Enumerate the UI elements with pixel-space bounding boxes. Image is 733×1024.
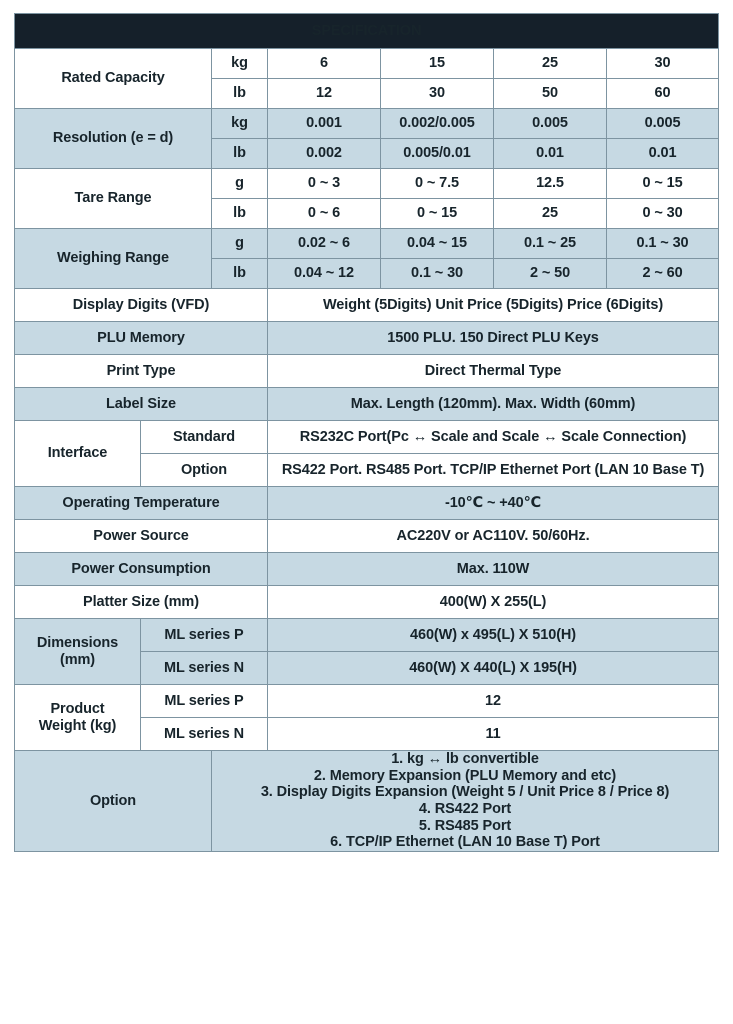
- value-cell: 0.04 ~ 12: [268, 259, 381, 289]
- value-cell: 6: [268, 49, 381, 79]
- value-cell-interface-option: RS422 Port. RS485 Port. TCP/IP Ethernet Port (LAN 10 Base T): [268, 454, 719, 487]
- row-label-print-type: Print Type: [15, 355, 268, 388]
- table-row-plu-memory: [15, 322, 719, 355]
- value-cell: 0 ~ 15: [607, 169, 719, 199]
- page-title: SPECIFICATION: [15, 14, 719, 49]
- value-cell-label-size: Max. Length (120mm). Max. Width (60mm): [268, 388, 719, 421]
- table-row-interface-standard: [15, 421, 719, 454]
- value-cell-operating-temperature: -10℃ ~ +40℃: [268, 487, 719, 520]
- table-header-row: [15, 14, 719, 49]
- value-cell: 25: [494, 49, 607, 79]
- table-row-weighing-range-g: [15, 229, 719, 259]
- table-row-operating-temperature: [15, 487, 719, 520]
- value-cell: 50: [494, 79, 607, 109]
- value-cell: 12: [268, 79, 381, 109]
- unit-cell-g: g: [212, 229, 268, 259]
- value-cell: 25: [494, 199, 607, 229]
- list-item: 3. Display Digits Expansion (Weight 5 / Unit Price 8 / Price 8): [260, 784, 670, 801]
- sub-label-dimensions-series-n: ML series N: [141, 652, 268, 685]
- value-cell: 0.04 ~ 15: [381, 229, 494, 259]
- row-label-display-digits: Display Digits (VFD): [15, 289, 268, 322]
- value-cell: 60: [607, 79, 719, 109]
- row-label-dimensions-line2: (mm): [59, 651, 96, 668]
- row-label-product-weight-line2: Weight (kg): [38, 717, 117, 734]
- value-cell: 0 ~ 15: [381, 199, 494, 229]
- table-row-resolution-kg: [15, 109, 719, 139]
- unit-cell-lb: lb: [212, 259, 268, 289]
- row-label-plu-memory: PLU Memory: [15, 322, 268, 355]
- unit-cell-lb: lb: [212, 79, 268, 109]
- unit-cell-lb: lb: [212, 139, 268, 169]
- row-label-option: Option: [15, 751, 212, 852]
- list-item: 5. RS485 Port: [418, 817, 512, 834]
- value-cell: 0 ~ 6: [268, 199, 381, 229]
- row-label-label-size: Label Size: [15, 388, 268, 421]
- list-item: 1. kg ↔ lb convertible: [391, 751, 539, 767]
- table-row-product-weight-p: [15, 685, 719, 718]
- row-label-product-weight: [15, 685, 141, 751]
- value-cell: 0.1 ~ 30: [381, 259, 494, 289]
- table-row-print-type: [15, 355, 719, 388]
- row-label-dimensions: [15, 619, 141, 685]
- list-item: 2. Memory Expansion (PLU Memory and etc): [313, 767, 617, 784]
- value-cell-platter-size: 400(W) X 255(L): [268, 586, 719, 619]
- row-label-resolution: Resolution (e = d): [15, 109, 212, 169]
- value-cell: 0 ~ 3: [268, 169, 381, 199]
- value-cell: 0 ~ 7.5: [381, 169, 494, 199]
- sub-label-product-weight-series-n: ML series N: [141, 718, 268, 751]
- row-label-rated-capacity: Rated Capacity: [15, 49, 212, 109]
- value-cell: 0.002/0.005: [381, 109, 494, 139]
- unit-cell-lb: lb: [212, 199, 268, 229]
- table-row-power-consumption: [15, 553, 719, 586]
- value-cell-interface-standard: RS232C Port(Pc ↔ Scale and Scale ↔ Scale Connection): [268, 421, 719, 454]
- value-cell: 30: [607, 49, 719, 79]
- value-cell: 0.001: [268, 109, 381, 139]
- table-row-label-size: [15, 388, 719, 421]
- value-cell-power-source: AC220V or AC110V. 50/60Hz.: [268, 520, 719, 553]
- option-list-cell: [212, 751, 719, 852]
- row-label-platter-size: Platter Size (mm): [15, 586, 268, 619]
- specification-table-wrapper: [14, 13, 718, 852]
- table-row-dimensions-p: [15, 619, 719, 652]
- row-label-product-weight-line1: Product: [50, 700, 105, 717]
- value-cell: 0.02 ~ 6: [268, 229, 381, 259]
- unit-cell-kg: kg: [212, 49, 268, 79]
- table-row-tare-range-g: [15, 169, 719, 199]
- value-cell-dimensions-series-p: 460(W) x 495(L) X 510(H): [268, 619, 719, 652]
- table-row-platter-size: [15, 586, 719, 619]
- list-item: 4. RS422 Port: [418, 801, 512, 818]
- value-cell-display-digits: Weight (5Digits) Unit Price (5Digits) Price (6Digits): [268, 289, 719, 322]
- value-cell-product-weight-series-p: 12: [268, 685, 719, 718]
- row-label-power-source: Power Source: [15, 520, 268, 553]
- row-label-interface: Interface: [15, 421, 141, 487]
- value-cell: 0.01: [494, 139, 607, 169]
- row-label-operating-temperature: Operating Temperature: [15, 487, 268, 520]
- specification-table: [14, 13, 719, 852]
- sub-label-interface-option: Option: [141, 454, 268, 487]
- option-list: [216, 751, 714, 851]
- value-cell-product-weight-series-n: 11: [268, 718, 719, 751]
- table-row-display-digits: [15, 289, 719, 322]
- value-cell: 0.005: [494, 109, 607, 139]
- sub-label-interface-standard: Standard: [141, 421, 268, 454]
- value-cell: 0.1 ~ 30: [607, 229, 719, 259]
- value-cell: 0.002: [268, 139, 381, 169]
- value-cell: 0.005/0.01: [381, 139, 494, 169]
- value-cell-dimensions-series-n: 460(W) X 440(L) X 195(H): [268, 652, 719, 685]
- row-label-power-consumption: Power Consumption: [15, 553, 268, 586]
- table-row-rated-capacity-kg: [15, 49, 719, 79]
- value-cell: 0 ~ 30: [607, 199, 719, 229]
- value-cell: 12.5: [494, 169, 607, 199]
- list-item: 6. TCP/IP Ethernet (LAN 10 Base T) Port: [330, 834, 600, 851]
- unit-cell-g: g: [212, 169, 268, 199]
- value-cell: 2 ~ 50: [494, 259, 607, 289]
- value-cell: 0.005: [607, 109, 719, 139]
- value-cell-power-consumption: Max. 110W: [268, 553, 719, 586]
- value-cell: 0.01: [607, 139, 719, 169]
- value-cell: 2 ~ 60: [607, 259, 719, 289]
- value-cell-print-type: Direct Thermal Type: [268, 355, 719, 388]
- unit-cell-kg: kg: [212, 109, 268, 139]
- value-cell-plu-memory: 1500 PLU. 150 Direct PLU Keys: [268, 322, 719, 355]
- value-cell: 0.1 ~ 25: [494, 229, 607, 259]
- row-label-dimensions-line1: Dimensions: [36, 634, 119, 651]
- table-row-option: [15, 751, 719, 852]
- row-label-weighing-range: Weighing Range: [15, 229, 212, 289]
- sub-label-dimensions-series-p: ML series P: [141, 619, 268, 652]
- table-row-power-source: [15, 520, 719, 553]
- value-cell: 15: [381, 49, 494, 79]
- row-label-tare-range: Tare Range: [15, 169, 212, 229]
- value-cell: 30: [381, 79, 494, 109]
- sub-label-product-weight-series-p: ML series P: [141, 685, 268, 718]
